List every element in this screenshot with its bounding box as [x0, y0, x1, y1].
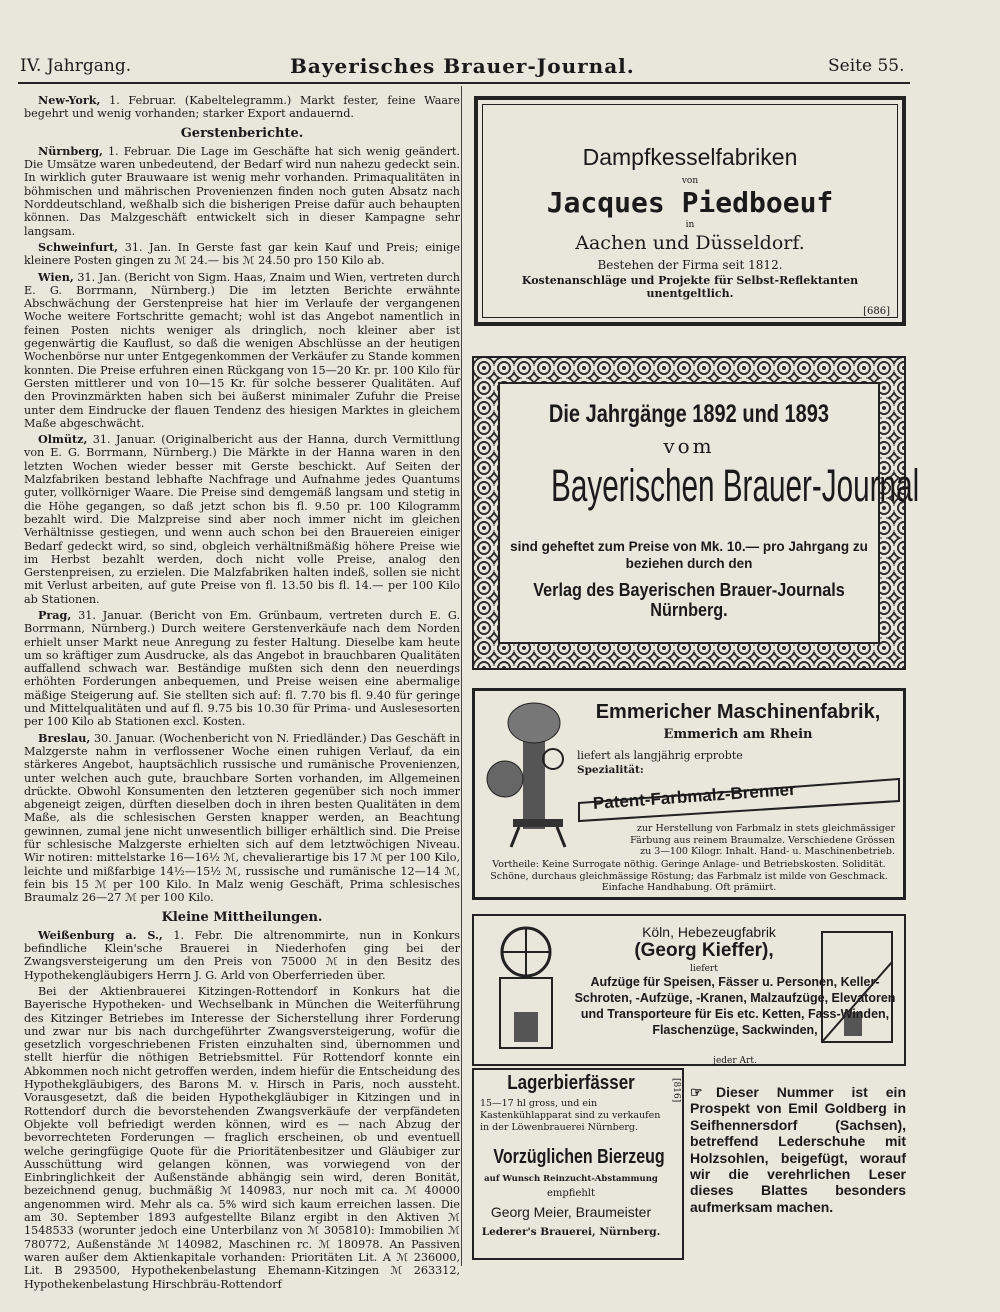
ad-piedboeuf: Dampfkesselfabriken von Jacques Piedboeuf in Aachen und Düsseldorf. Bestehen der Firma seit 1812. Kostenanschläge und Projekte für Selbst-Reflektanten unentgeltlich. [686]: [474, 96, 906, 326]
ad-kieffer: Köln, Hebezeugfabrik (Georg Kieffer), liefert Aufzüge für Speisen, Fässer u. Personen, Keller-Schroten, -Aufzüge, -Kranen, Malzaufzüge, Elevatoren und Transporteure für Eis etc. Ketten, Fass-Winden, Flaschenzüge, Sackwinden, jeder Art.: [472, 914, 906, 1066]
product-list: Aufzüge für Speisen, Fässer u. Personen, Keller-Schroten, -Aufzüge, -Kranen, Malzaufzüge, Elevatoren und Transporteure für Eis etc. Ketten, Fass-Winden, Flaschenzüge, Sackwinden,: [574, 975, 896, 1037]
product-description: zur Herstellung von Farbmalz in stets gleichmässiger Färbung aus reinem Braumalze. Verschiedene Grössen zu 3—100 Kilogr. Inhalt. Hand- u. Maschinenbetrieb.: [630, 823, 895, 857]
company-name: Jacques Piedboeuf: [546, 186, 834, 219]
company-name: Emmericher Maschinenfabrik,: [595, 701, 881, 723]
ad-headline: Dampfkesselfabriken: [582, 144, 798, 170]
volume-label: IV. Jahrgang.: [20, 56, 132, 76]
company-cities: Aachen und Düsseldorf.: [575, 232, 805, 254]
report-newyork: New-York, 1. Februar. (Kabeltelegramm.) Markt fester, feine Waare begehrt und wenig vorhanden; starker Export andauernd.: [24, 93, 460, 121]
report-wien: Wien, 31. Jan. (Bericht von Sigm. Haas, Znaim und Wien, vertreten durch E. G. Borrmann, Nürnberg.) Die im letzten Berichte erwähnte Abschwächung der Gerstenpreise hat hier im Verlaufe der vergangenen Woche weitere Fortschritte gemacht; wohl ist das Angebot namentlich in feinen Posten nichts weniger als dringlich, noch kleiner aber ist gegenwärtig die Kauflust, so daß die wenigen Abschlüsse an der heutigen Wochenbörse nur unter Entgegenkommen der Verkäufer zu Stande kommen konnten. Die Preise erfuhren einen Rückgang von 15—20 Kr. pr. 100 Kilo für Gersten mittlerer und von 10—15 Kr. für solche besserer Qualitäten. Auf den Provinzmärkten haben sich bei äußerst minimaler Zufuhr die Preise unter dem Eindrucke der flauen Tendenz des hiesigen Marktes in gleichem Maße abgeschwächt.: [24, 269, 460, 430]
publisher-name: Verlag des Bayerischen Brauer-Journals Nürnberg.: [533, 580, 845, 620]
roaster-machine-illustration: [483, 699, 575, 849]
news-column: [24, 93, 460, 1291]
ad-reference: [686]: [863, 306, 890, 317]
city-name: New-York,: [38, 93, 101, 107]
company-location: Köln, Hebezeugfabrik: [642, 924, 776, 940]
product-name: Patent-Farbmalz-Brenner: [592, 779, 797, 813]
report-schweinfurt: Schweinfurt, 31. Jan. In Gerste fast gar kein Kauf und Preis; einige kleinere Posten gingen zu ℳ 24.— bis ℳ 24.50 pro 150 Kilo ab.: [24, 239, 460, 268]
ad-emmerich: Emmericher Maschinenfabrik, Emmerich am Rhein liefert als langjährig erprobte Spezialität: Patent-Farbmalz-Brenner zur Herstellung von Farbmalz in stets gleichmässiger Färbung aus reinem Braumalze. Verschiedene Grössen zu 3—100 Kilogr. Inhalt. Hand- u. Maschinenbetrieb. Vortheile: Keine Surrogate nöthig. Geringe Anlage- und Betriebskosten. Solidität. Schöne, durchaus gleichmässige Röstung; das Farbmalz ist milde von Geschmack. Einfache Handhabung. Oft prämiirt.: [472, 688, 906, 900]
report-olmuetz: Olmütz, 31. Januar. (Originalbericht aus der Hanna, durch Vermittlung von E. G. Borrmann, Nürnberg.) Die Märkte in der Hanna waren in den letzten Wochen wieder besser mit Gerste beschickt. Auf Seiten der Malzfabriken bestand lebhafte Nachfrage und Aufnahme jedes Quantums guter, vollkörniger Waare. Die Preise sind demgemäß langsam und stetig in die Höhe gegangen, so daß jetzt schon bis fl. 9.50 pr. 100 Kilogramm bezahlt wird. Die Malzpreise sind aber noch immer nicht im gleichen Verhältnisse gestiegen, und wenn auch schon bei den Brauereien einiger Bedarf gedeckt wird, so sind, obgleich verhältnißmäßig höhere Preise wie im Herbst bezahlt werden, doch nicht volle Preise, analog den Gerstenpreisen, zu erzielen. Die Malzfabriken halten indeß, sollen sie nicht mit Verlust arbeiten, auf gute Preise von fl. 13.50 bis fl. 14.— per 100 Kilo ab Stationen.: [24, 432, 460, 606]
column-divider: [461, 86, 462, 1266]
section-heading-gerste: Gerstenberichte.: [180, 125, 304, 141]
ad-headline: Die Jahrgänge 1892 und 1893: [548, 400, 830, 428]
report-nuernberg: Nürnberg, 1. Februar. Die Lage im Geschäfte hat sich wenig geändert. Die Umsätze waren unbedeutend, der Bedarf wird nun nahezu gedeckt sein. In wirklich guter Brauwaare ist wenig mehr vorhanden. Primaqualitäten in böhmischen und mährischen Provenienzen finden noch guten Absatz nach Norddeutschland, weßhalb sich die bisherigen Preise dafür auch behaupten können. Das Malzgeschäft entwickelt sich in dieser Kampagne sehr langsam.: [24, 143, 460, 238]
report-breslau: Breslau, 30. Januar. (Wochenbericht von N. Friedländer.) Das Geschäft in Malzgerste nahm in verflossener Woche einen ruhigen Verlauf, da ein stärkeres Angebot, hauptsächlich russische und rumänische Provenienzen, unter welchen auch gute, brauchbare Sorten vorhanden, im Allgemeinen drückte. Obwohl Konsumenten den letzteren gegenüber sich noch immer abgeneigt zeigen, dürften dieselben doch in ihren besten Qualitäten in dem Maße, als die schlesischen Gersten knapper werden, an Beachtung gewinnen, zumal jene nicht unwesentlich billiger erhältlich sind. Die Preise für schlesische Malzgerste erhielten sich auf dem letztwöchigen Niveau. Wir notiren: mittelstarke 16—16½ ℳ, chevalierartige bis 17 ℳ per 100 Kilo, leichte und mißfarbige 14½—15½ ℳ, russische und rumänische 12—14 ℳ, fein bis 15 ℳ per 100 Kilo. In Malz wenig Geschäft, Prima schlesisches Braumalz 26—27 ℳ per 100 Kilo.: [24, 730, 460, 905]
ad-ornament-frame: Die Jahrgänge 1892 und 1893 vom Bayerischen Brauer-Journal sind geheftet zum Preise von Mk. 10.— pro Jahrgang zu beziehen durch den Verlag des Bayerischen Brauer-Journals Nürnberg.: [498, 382, 880, 644]
company-location: Emmerich am Rhein: [663, 727, 813, 742]
hoist-illustration: [480, 922, 572, 1058]
page-number: Seite 55.: [828, 56, 905, 76]
brewer-name: Georg Meier, Braumeister: [490, 1204, 652, 1220]
ad-headline-2: Vorzüglichen Bierzeug: [493, 1146, 665, 1168]
section-heading-mittheilungen: Kleine Mittheilungen.: [161, 909, 323, 925]
report-kitzingen: Bei der Aktienbrauerei Kitzingen-Rottendorf in Konkurs hat die Bayerische Hypotheken- und Wechselbank in München die Weiterführung des Kitzinger Betriebes im Interesse der Sicherstellung ihrer Forderung und zwar nur bis nach durchgeführter Zwangsversteigerung, wofür die gesetzlich vorgeschriebenen Fristen einzuhalten sind, übernommen und stellt hierfür die nöthigen Betriebsmittel. Für Rottendorf konnte ein Abkommen noch nicht getroffen werden, indem hiefür die Entscheidung des Hypothekgläubigers, des Barons M. v. Hirsch in Paris, noch aussteht. Vorausgesetzt, daß die beiden Hypothekgläubiger in Kitzingen und in Rottendorf durch die bevorstehenden Zwangsverkäufe der verpfändeten Objekte voll befriedigt werden können, wird es — nach Abzug der bevorrechteten Forderungen — fraglich erscheinen, ob und eventuell welche geringfügige Quote für die Prioritätenbesitzer und Gläubiger zur Ausschüttung wird gelangen können, was vorwiegend von der Einbringlichkeit der Außenstände abhängig sein wird, deren Bonität, bezeichnend genug, buchmäßig ℳ 140983, nur noch mit ca. ℳ 40000 angenommen wird. Mehr als ca. 5% wird sich kaum erreichen lassen. Die am 30. September 1893 aufgestellte Bilanz ergibt in den Aktiven ℳ 1548533 (worunter jedoch eine Unterbilanz von ℳ 305810): Immobilien ℳ 780772, Außenstände ℳ 140982, Maschinen rc. ℳ 180978. An Passiven waren außer dem Aktienkapitale vorhanden: Prioritäten Lit. A ℳ 236000, Lit. B 293500, Hypothekenbelastung Ehemann-Kitzingen ℳ 263312, Hypothekenbelastung Hirschbräu-Rottendorf: [24, 985, 460, 1291]
brewery-name: Lederer's Brauerei, Nürnberg.: [481, 1226, 661, 1238]
journal-title: Bayerisches Brauer-Journal.: [290, 54, 635, 78]
company-name: (Georg Kieffer),: [634, 940, 774, 961]
ad-reference: [816]: [671, 1078, 681, 1103]
pointing-hand-icon: ☞: [690, 1084, 703, 1100]
ad-goldberg-notice: ☞ Dieser Nummer ist ein Prospekt von Emil Goldberg in Seifhennersdorf (Sachsen), betreffend Lederschuhe mit Holzsohlen, beigefügt, worauf wir die verehrlichen Leser dieses Blattes besonders aufmerksam machen.: [690, 1084, 906, 1215]
header-rule: [18, 82, 910, 84]
ad-headline: Lagerbierfässer: [507, 1072, 635, 1094]
price-info: sind geheftet zum Preise von Mk. 10.— pro Jahrgang zu beziehen durch den: [510, 539, 868, 571]
report-weissenburg: Weißenburg a. S., 1. Febr. Die altrenommirte, nun in Konkurs befindliche Klein'sche Brauerei in Niederhofen ging bei der Zwangsversteigerung um den Preis von 75000 ℳ in den Besitz des Hypothekengläubigers Herrn J. G. Arld von Oberferrieden über.: [24, 927, 460, 982]
ad-jahrgaenge: [472, 356, 920, 670]
report-prag: Prag, 31. Januar. (Bericht von Em. Grünbaum, vertreten durch E. G. Borrmann, Nürnberg.) Durch weitere Gerstenverkäufe nach dem Norden erhielt unser Markt neue Anregung zu fester Haltung. Dieselbe kam heute um so kräftiger zum Ausdrucke, als das Angebot in brauchbaren Qualitäten auffallend schwach war. Beständige mußten sich denn den neuerdings erhöhten Forderungen anbequemen, und Preise weisen eine abermalige mäßige Steigerung auf. Sie stellten sich auf: fl. 7.70 bis fl. 9.40 für geringe und Mittelqualitäten und auf fl. 9.75 bis 10.30 für Prima- und Auslesesorten per 100 Kilo ab Stationen excl. Kosten.: [24, 607, 460, 729]
product-advantages: Vortheile: Keine Surrogate nöthig. Geringe Anlage- und Betriebskosten. Solidität. Schöne, durchaus gleichmässige Röstung; das Farbmalz ist milde von Geschmack. Einfache Handhabung. Oft prämiirt.: [490, 859, 888, 893]
journal-name: Bayerischen Brauer-Journal: [551, 460, 920, 511]
ad-meier: Lagerbierfässer 15—17 hl gross, und ein Kastenkühlapparat sind zu verkaufen in der Löwenbrauerei Nürnberg. Vorzüglichen Bierzeug auf Wunsch Reinzucht-Abstammung empfiehlt Georg Meier, Braumeister Lederer's Brauerei, Nürnberg. [816]: [472, 1068, 684, 1260]
